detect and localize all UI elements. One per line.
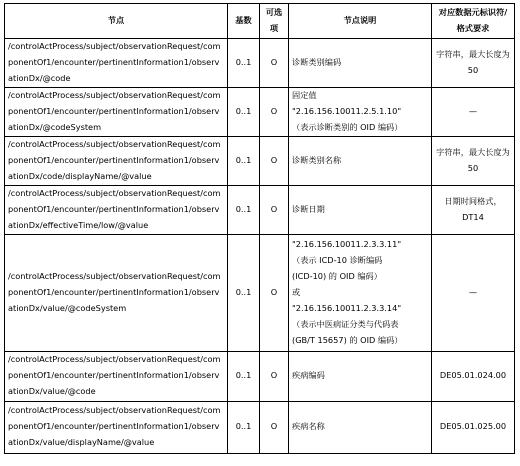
description-cell [289, 401, 432, 453]
requirement-cell: DE05.01.025.00 [432, 401, 515, 453]
requirement-cell: DE05.01.024.00 [432, 351, 515, 401]
description-line: 诊断类别名称 [292, 154, 342, 165]
requirement-cell: 字符串，最大长度为 50 [432, 136, 515, 185]
description-line: 诊断日期 [292, 203, 325, 214]
optional-cell: O [260, 401, 289, 453]
node-path: /controlActProcess/subject/observationRequest/componentOf1/encounter/pertinentInformation1/observationDx/@code [8, 41, 221, 83]
table-row [5, 234, 515, 351]
table-row [5, 185, 515, 234]
table-body [5, 39, 515, 454]
table-row [5, 136, 515, 185]
node-spec-table [4, 3, 515, 454]
requirement-cell: — [432, 87, 515, 136]
node-path: /controlActProcess/subject/observationRequest/componentOf1/encounter/pertinentInformation1/observationDx/code/displayName/@value [8, 138, 221, 181]
optional-cell: O [260, 39, 289, 88]
description-cell [289, 87, 432, 136]
description-cell [289, 136, 432, 185]
description-line: (GB/T 15657) 的 OID 编码） [292, 334, 403, 345]
table-row [5, 87, 515, 136]
node-path: /controlActProcess/subject/observationRequest/componentOf1/encounter/pertinentInformation1/observationDx/@codeSystem [8, 89, 221, 132]
requirement-cell: 字符串，最大长度为 50 [432, 39, 515, 88]
header-requirement: 对应数据元标识符/格式要求 [432, 4, 515, 39]
node-path-cell [5, 351, 228, 401]
header-row [5, 4, 515, 39]
node-path: /controlActProcess/subject/observationRequest/componentOf1/encounter/pertinentInformation1/observationDx/value/@code [8, 354, 221, 397]
optional-cell: O [260, 234, 289, 351]
description-cell [289, 39, 432, 88]
description-line: 诊断类别编码 [292, 56, 342, 67]
optional-cell: O [260, 351, 289, 401]
node-path: /controlActProcess/subject/observationRequest/componentOf1/encounter/pertinentInformation1/observationDx/value/displayName/@value [8, 405, 221, 448]
node-path-cell [5, 136, 228, 185]
description-cell [289, 351, 432, 401]
table-row [5, 351, 515, 401]
cardinality-cell: 0..1 [228, 234, 260, 351]
description-line: （表示中医病证分类与代码表 [292, 318, 399, 329]
description-line: "2.16.156.10011.2.5.1.10" [292, 105, 402, 116]
cardinality-cell: 0..1 [228, 136, 260, 185]
node-path-cell [5, 234, 228, 351]
cardinality-cell: 0..1 [228, 401, 260, 453]
cardinality-cell: 0..1 [228, 39, 260, 88]
description-line: （表示 ICD-10 诊断编码 [292, 254, 383, 265]
description-line: 疾病编码 [292, 370, 325, 381]
description-line: 疾病名称 [292, 421, 325, 432]
header-node: 节点 [5, 4, 228, 39]
node-path-cell [5, 87, 228, 136]
table-row [5, 39, 515, 88]
requirement-cell: 日期时间格式，DT14 [432, 185, 515, 234]
node-path-cell [5, 401, 228, 453]
node-path: /controlActProcess/subject/observationRequest/componentOf1/encounter/pertinentInformation1/observationDx/effectiveTime/low/@value [8, 187, 221, 230]
header-cardinality: 基数 [228, 4, 260, 39]
description-line: （表示诊断类别的 OID 编码） [292, 121, 403, 132]
requirement-cell: — [432, 234, 515, 351]
optional-cell: O [260, 185, 289, 234]
cardinality-cell: 0..1 [228, 351, 260, 401]
optional-cell: O [260, 87, 289, 136]
node-path-cell [5, 39, 228, 88]
cardinality-cell: 0..1 [228, 87, 260, 136]
node-path: /controlActProcess/subject/observationRequest/componentOf1/encounter/pertinentInformation1/observationDx/value/@codeSystem [8, 270, 221, 313]
header-optional: 可选项 [260, 4, 289, 39]
description-line: 或 [292, 286, 301, 297]
node-path-cell [5, 185, 228, 234]
description-line: "2.16.156.10011.2.3.3.14" [292, 302, 402, 313]
description-line: (ICD-10) 的 OID 编码） [292, 270, 382, 281]
cardinality-cell: 0..1 [228, 185, 260, 234]
description-cell [289, 185, 432, 234]
table-row [5, 401, 515, 453]
optional-cell: O [260, 136, 289, 185]
header-description: 节点说明 [289, 4, 432, 39]
description-line: "2.16.156.10011.2.3.3.11" [292, 238, 402, 249]
description-cell [289, 234, 432, 351]
description-line: 固定值 [292, 89, 317, 100]
